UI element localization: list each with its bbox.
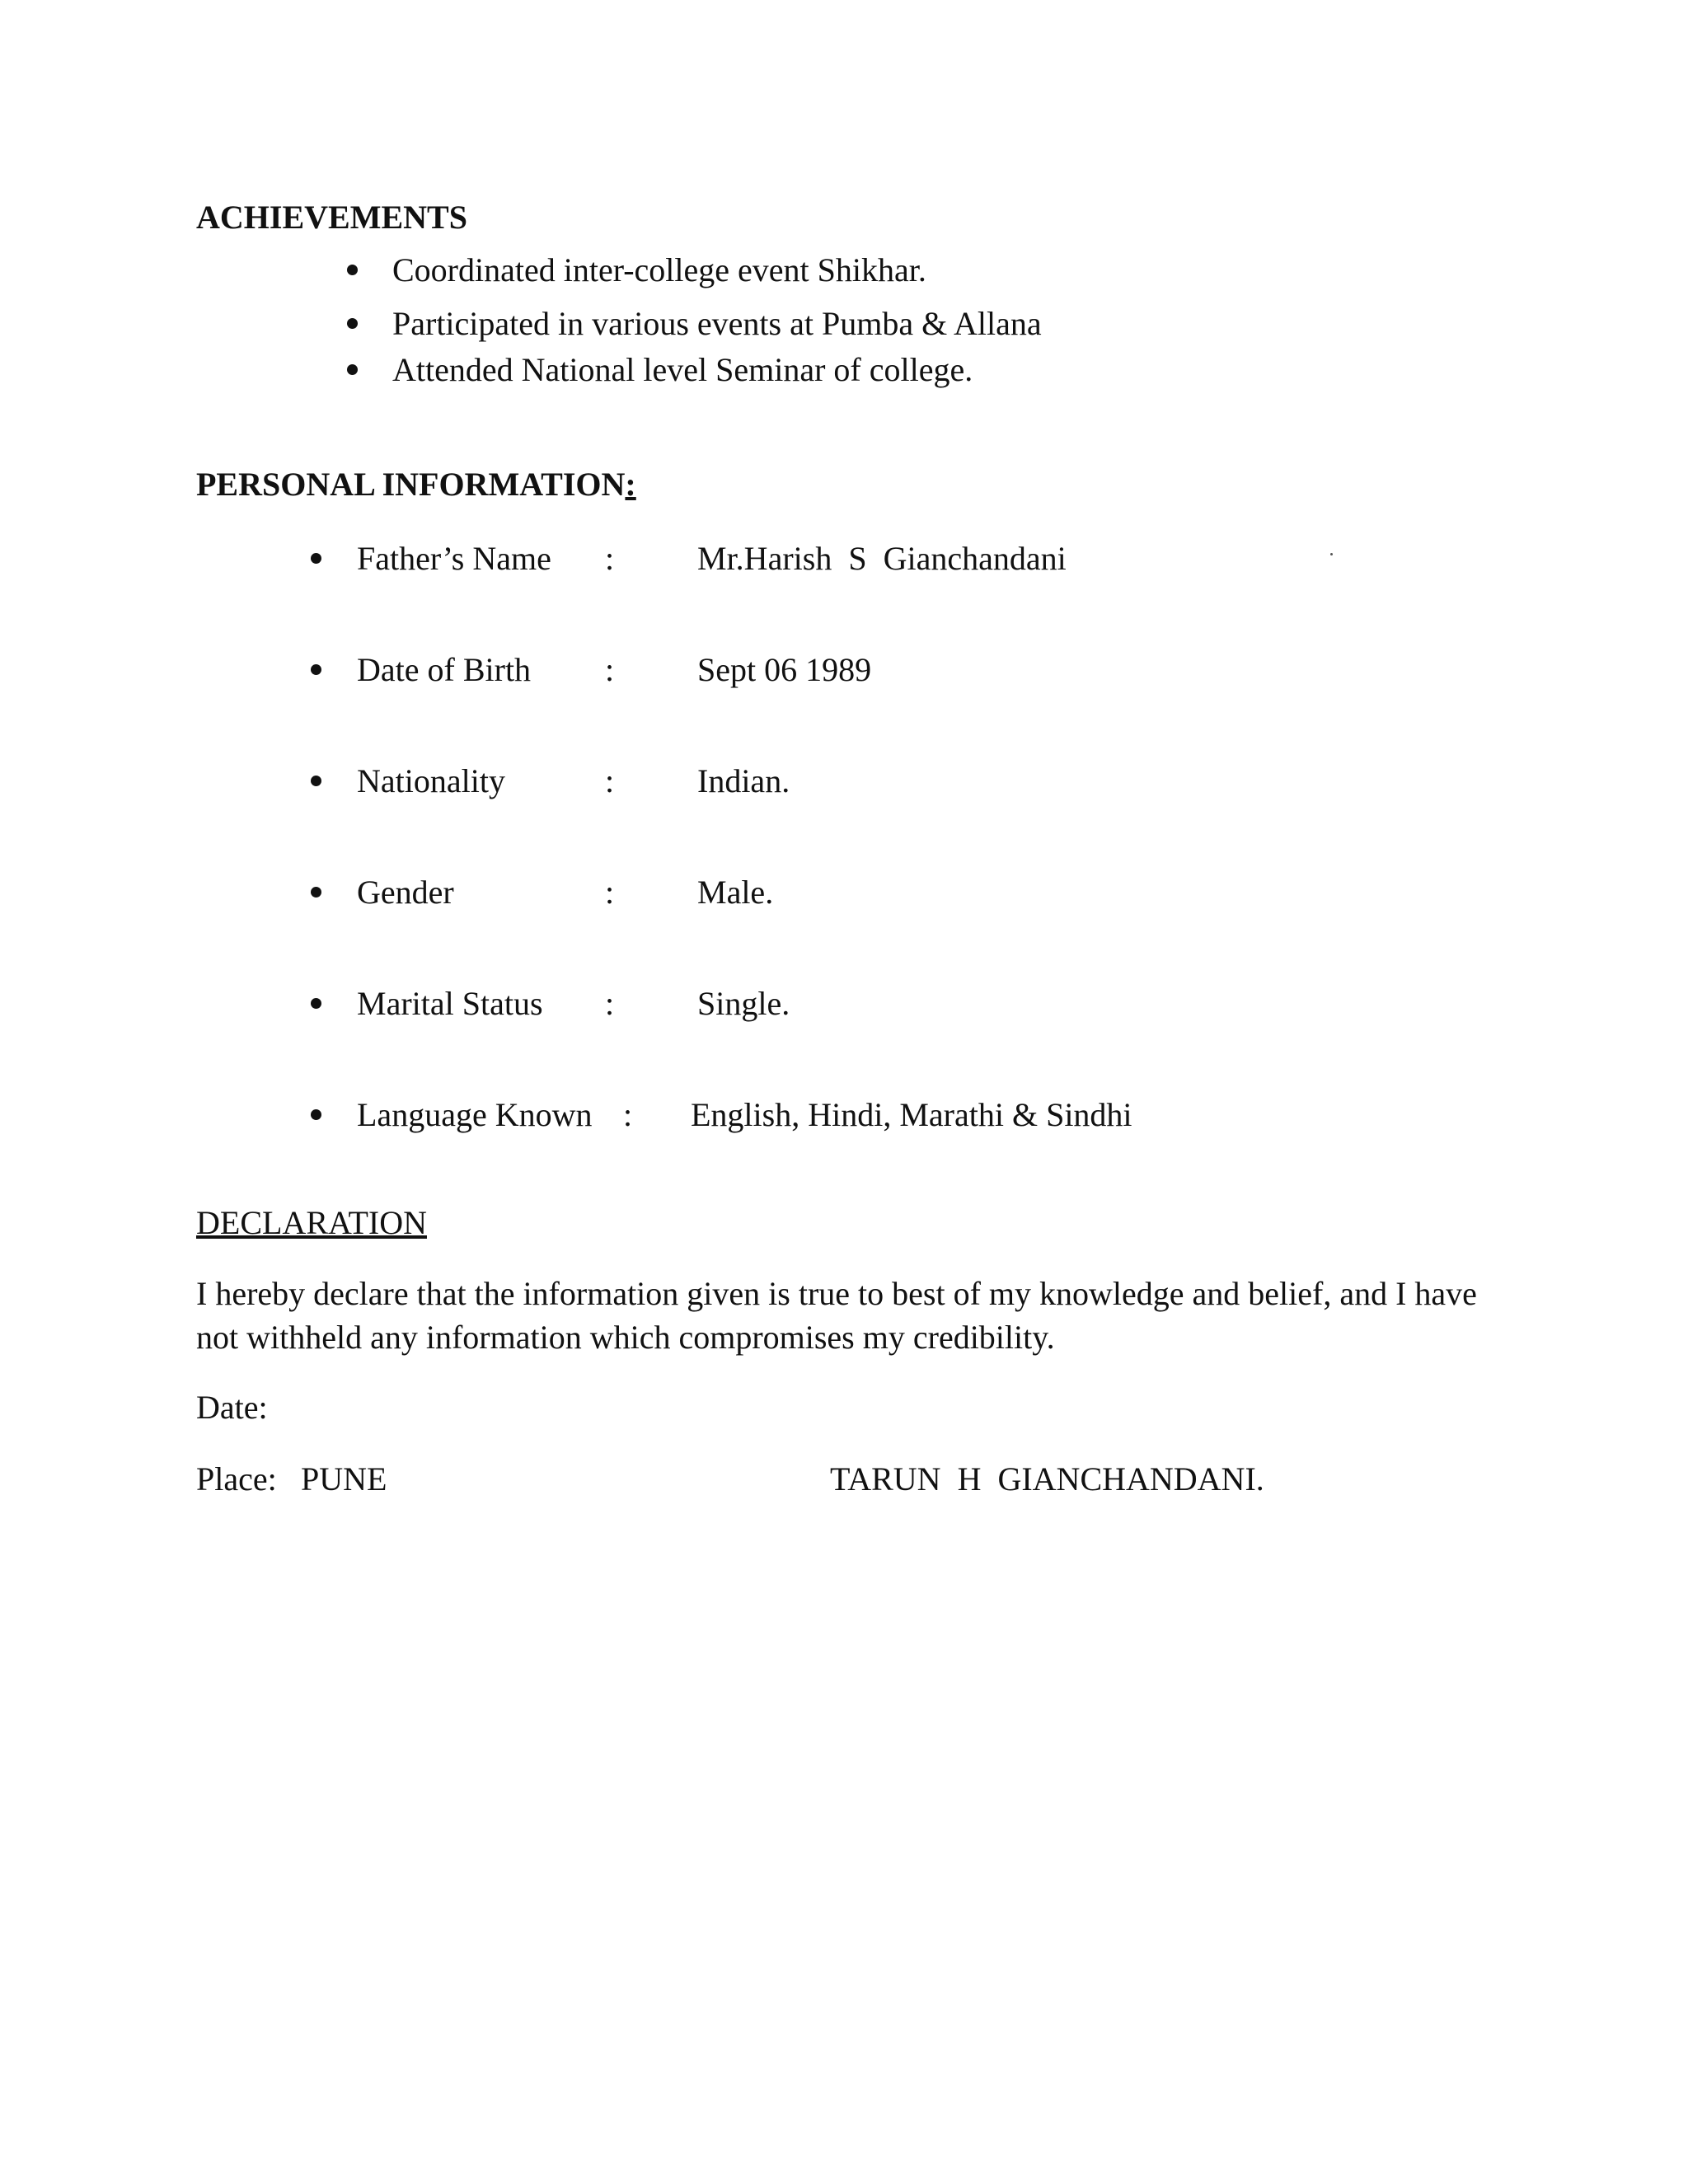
personal-value: Sept 06 1989 (697, 651, 872, 688)
bullet-icon (311, 998, 321, 1009)
bullet-icon (347, 364, 358, 375)
personal-separator: : (605, 762, 615, 799)
bullet-icon (311, 1109, 321, 1120)
bullet-icon (311, 664, 321, 675)
bullet-icon (347, 318, 358, 329)
place-label: Place: (196, 1460, 277, 1497)
achievement-item: Participated in various events at Pumba & Allana (392, 305, 1042, 342)
declaration-text-line-2: not withheld any information which compromises my credibility. (196, 1319, 1055, 1356)
personal-value: Indian. (697, 762, 790, 799)
personal-separator: : (605, 874, 615, 911)
achievements-heading: ACHIEVEMENTS (196, 199, 467, 236)
achievement-item: Attended National level Seminar of college. (392, 351, 973, 388)
personal-label: Gender (357, 874, 454, 911)
personal-info-heading-text: PERSONAL INFORMATION (196, 466, 626, 503)
personal-value: Mr.Harish S Gianchandani (697, 540, 1067, 577)
personal-separator: : (605, 651, 615, 688)
date-label: Date: (196, 1389, 268, 1426)
personal-info-heading (196, 465, 636, 504)
place-value: PUNE (301, 1460, 387, 1497)
bullet-icon (347, 265, 358, 275)
achievement-item: Coordinated inter-college event Shikhar. (392, 251, 926, 288)
declaration-heading: DECLARATION (196, 1204, 427, 1241)
bullet-icon (311, 776, 321, 786)
stray-mark (1330, 553, 1333, 555)
personal-separator: : (623, 1096, 633, 1133)
personal-label: Nationality (357, 762, 505, 799)
personal-value: English, Hindi, Marathi & Sindhi (691, 1096, 1132, 1133)
signature-name: TARUN H GIANCHANDANI. (830, 1460, 1264, 1497)
personal-label: Father’s Name (357, 540, 551, 577)
personal-info-heading-colon: : (625, 466, 636, 503)
declaration-text-line-1: I hereby declare that the information given is true to best of my knowledge and belief, and I have (196, 1275, 1477, 1312)
personal-value: Male. (697, 874, 774, 911)
personal-value: Single. (697, 985, 790, 1022)
bullet-icon (311, 553, 321, 564)
personal-separator: : (605, 540, 615, 577)
personal-label: Date of Birth (357, 651, 532, 688)
personal-separator: : (605, 985, 615, 1022)
personal-label: Language Known (357, 1096, 593, 1133)
bullet-icon (311, 887, 321, 898)
personal-label: Marital Status (357, 985, 543, 1022)
